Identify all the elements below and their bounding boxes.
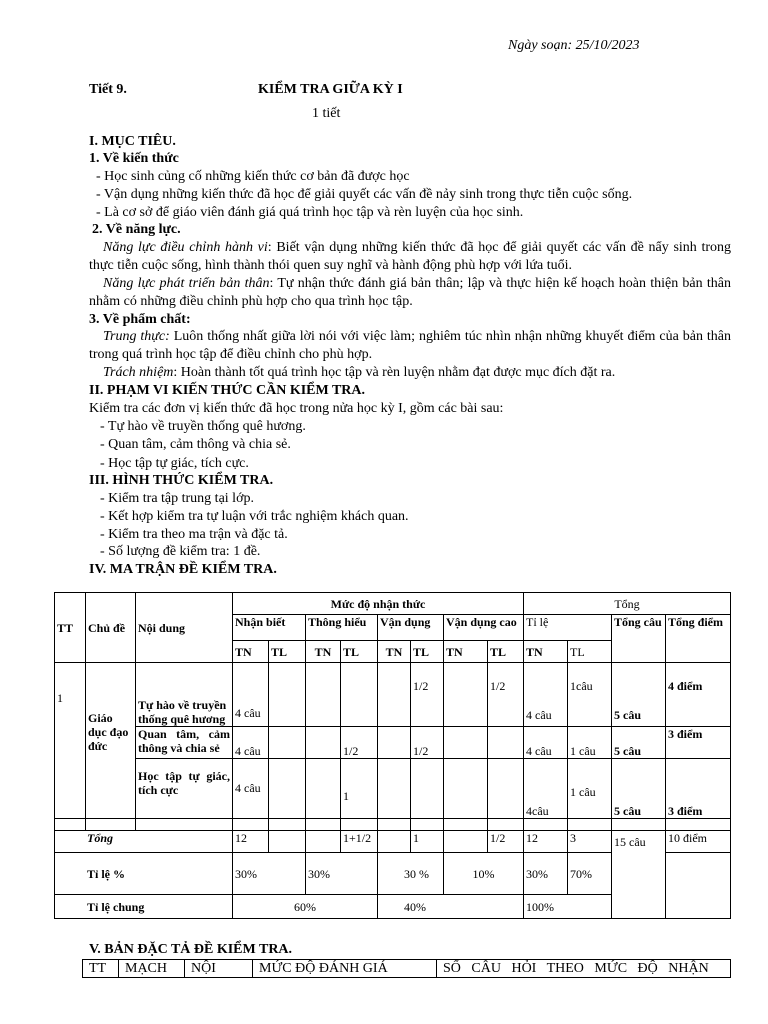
header-cognitive-level: Mức độ nhận thức <box>233 593 524 615</box>
cell-vd-tl: 1/2 <box>411 727 444 759</box>
ability-paragraph-2 <box>89 275 731 311</box>
spec-header-questions: SỐ CÂU HỎI THEO MỨC ĐỘ NHẬN <box>437 960 731 978</box>
cell-th-tl: 1 <box>341 759 378 819</box>
table-row <box>55 759 731 819</box>
cell-ratio-tn: 4câu <box>524 759 568 819</box>
matrix-table <box>54 592 731 919</box>
quality-text: Luôn thống nhất giữa lời nói với việc làm; nghiêm túc nhìn nhận những khuyết điểm của bản thân trong quá trình học tập để điều chỉnh cho phù hợp. <box>89 329 731 362</box>
form-item: - Kiểm tra theo ma trận và đặc tả. <box>100 527 288 542</box>
date-label: Ngày soạn: 25/10/2023 <box>508 38 640 53</box>
header-apply: Vận dụng <box>378 615 444 641</box>
cell-nb-tn: 4 câu <box>233 663 269 727</box>
header-ratio: Tỉ lệ <box>524 615 612 641</box>
cell-total-questions: 5 câu <box>612 663 666 727</box>
header-tn: TN <box>378 641 411 663</box>
knowledge-heading: 1. Về kiến thức <box>89 151 179 166</box>
table-row <box>55 819 731 831</box>
common-label: Tỉ lệ chung <box>55 895 233 919</box>
scope-intro: Kiểm tra các đơn vị kiến thức đã học trong nửa học kỳ I, gồm các bài sau: <box>89 401 504 416</box>
cell-ratio-tl: 1câu <box>568 663 612 727</box>
table-row <box>83 960 731 978</box>
table-row-total <box>55 831 731 853</box>
scope-item: - Quan tâm, cảm thông và chia sẻ. <box>100 437 291 452</box>
total-questions: 15 câu <box>612 831 666 919</box>
cell-vd-tl <box>411 759 444 819</box>
table-row <box>55 663 731 727</box>
form-item: - Kiểm tra tập trung tại lớp. <box>100 491 254 506</box>
cell-empty <box>269 759 306 819</box>
percent-understand: 30% <box>306 853 378 895</box>
spec-table <box>82 959 731 978</box>
cell-total-points: 3 điểm <box>666 759 731 819</box>
total-ratio-tl: 3 <box>568 831 612 853</box>
section-5-heading: V. BẢN ĐẶC TẢ ĐỀ KIỂM TRA. <box>89 942 293 957</box>
cell-nb-tn: 4 câu <box>233 727 269 759</box>
row-tt: 1 <box>55 663 86 819</box>
form-item: - Kết hợp kiểm tra tự luận với trắc nghiệm khách quan. <box>100 509 409 524</box>
cell-th-tl: 1/2 <box>341 727 378 759</box>
scope-item: - Học tập tự giác, tích cực. <box>100 456 249 471</box>
common-c: 100% <box>524 895 612 919</box>
header-tn: TN <box>444 641 488 663</box>
section-2-heading: II. PHẠM VI KIẾN THỨC CẦN KIỂM TRA. <box>89 383 366 398</box>
cell-vdc-tl <box>488 727 524 759</box>
header-recognize: Nhận biết <box>233 615 306 641</box>
duration: 1 tiết <box>312 106 341 121</box>
spec-header-tt: TT <box>83 960 119 978</box>
cell-th-tl <box>341 663 378 727</box>
ability-heading: 2. Về năng lực. <box>92 222 181 237</box>
total-vd-tl: 1 <box>411 831 444 853</box>
total-ratio-tn: 12 <box>524 831 568 853</box>
cell-empty <box>269 663 306 727</box>
quality-paragraph-2 <box>89 364 731 382</box>
scope-item: - Tự hào về truyền thống quê hương. <box>100 419 306 434</box>
header-tl: TL <box>568 641 612 663</box>
cell-empty <box>378 759 411 819</box>
percent-label: Tỉ lệ % <box>55 853 233 895</box>
cell-empty <box>378 727 411 759</box>
section-4-heading: IV. MA TRẬN ĐỀ KIỂM TRA. <box>89 562 277 577</box>
row-topic: Giáo dục đạo đức <box>86 663 136 819</box>
cell-ratio-tl: 1 câu <box>568 759 612 819</box>
quality-paragraph-1 <box>89 328 731 364</box>
total-label: Tổng <box>55 831 233 853</box>
cell-empty <box>306 759 341 819</box>
cell-nb-tn: 4 câu <box>233 759 269 819</box>
row-content: Tự hào về truyền thống quê hương <box>136 663 233 727</box>
form-item: - Số lượng đề kiểm tra: 1 đề. <box>100 544 261 559</box>
total-nb-tn: 12 <box>233 831 269 853</box>
cell-empty <box>444 759 488 819</box>
header-tn: TN <box>524 641 568 663</box>
percent-apply-high: 10% <box>444 853 524 895</box>
header-tn: TN <box>306 641 341 663</box>
header-tt: TT <box>55 593 86 663</box>
quality-label: Trách nhiệm <box>103 365 174 380</box>
cell-empty <box>378 663 411 727</box>
quality-heading: 3. Về phẩm chất: <box>89 312 191 327</box>
header-tl: TL <box>488 641 524 663</box>
lesson-number: Tiết 9. <box>89 82 127 97</box>
spec-header-level: MỨC ĐỘ ĐÁNH GIÁ <box>253 960 437 978</box>
percent-apply: 30 % <box>378 853 444 895</box>
cell-vdc-tl <box>488 759 524 819</box>
ability-label: Năng lực điều chỉnh hành vi <box>103 240 268 255</box>
cell-total-questions: 5 câu <box>612 759 666 819</box>
cell-ratio-tl: 1 câu <box>568 727 612 759</box>
quality-text: : Hoàn thành tốt quá trình học tập và rèn luyện nhằm đạt được mục đích đặt ra. <box>173 365 616 380</box>
header-content: Nội dung <box>136 593 233 663</box>
percent-tn: 30% <box>524 853 568 895</box>
cell-total-points: 3 điểm <box>666 727 731 759</box>
row-content: Học tập tự giác, tích cực <box>136 759 233 819</box>
ability-label: Năng lực phát triển bản thân <box>103 276 270 291</box>
cell-vd-tl: 1/2 <box>411 663 444 727</box>
spec-header-strand: MẠCH <box>119 960 185 978</box>
header-apply-high: Vận dụng cao <box>444 615 524 641</box>
header-tl: TL <box>269 641 306 663</box>
spec-header-content: NỘI <box>185 960 253 978</box>
section-1-heading: I. MỤC TIÊU. <box>89 134 176 149</box>
cell-empty <box>306 663 341 727</box>
percent-tl: 70% <box>568 853 612 895</box>
common-a: 60% <box>233 895 378 919</box>
total-vdc-tl: 1/2 <box>488 831 524 853</box>
section-3-heading: III. HÌNH THỨC KIỂM TRA. <box>89 473 274 488</box>
percent-recognize: 30% <box>233 853 306 895</box>
table-row <box>55 727 731 759</box>
cell-empty <box>269 727 306 759</box>
quality-label: Trung thực: <box>103 329 170 344</box>
cell-ratio-tn: 4 câu <box>524 663 568 727</box>
header-total-questions: Tổng câu <box>612 615 666 663</box>
cell-total-points: 4 điểm <box>666 663 731 727</box>
row-content: Quan tâm, cảm thông và chia sẻ <box>136 727 233 759</box>
cell-ratio-tn: 4 câu <box>524 727 568 759</box>
header-tn: TN <box>233 641 269 663</box>
header-tl: TL <box>411 641 444 663</box>
knowledge-item: - Là cơ sở để giáo viên đánh giá quá trình học tập và rèn luyện của học sinh. <box>96 205 524 220</box>
header-understand: Thông hiểu <box>306 615 378 641</box>
ability-text: : Tự nhận thức đánh giá bản thân; lập và thực hiện kế hoạch hoàn thiện bản thân nhằm có những điều chỉnh phù hợp cho qua trình học tập. <box>89 276 731 309</box>
ability-text: : Biết vận dụng những kiến thức đã học để giải quyết các vấn đề nẩy sinh trong thực tiễn cuộc sống, hình thành thói quen suy nghĩ và hành động phù hợp với lứa tuổi. <box>89 240 732 273</box>
cell-empty <box>306 727 341 759</box>
ability-paragraph-1 <box>89 239 731 275</box>
header-topic: Chủ đề <box>86 593 136 663</box>
page-title: KIỂM TRA GIỮA KỲ I <box>258 82 403 97</box>
common-b: 40% <box>378 895 524 919</box>
header-tl: TL <box>341 641 378 663</box>
header-total: Tổng <box>524 593 731 615</box>
total-points: 10 điểm <box>666 831 731 853</box>
cell-empty <box>444 663 488 727</box>
knowledge-item: - Học sinh củng cố những kiến thức cơ bản đã được học <box>96 169 410 184</box>
cell-empty <box>444 727 488 759</box>
header-total-points: Tổng điểm <box>666 615 731 663</box>
cell-vdc-tl: 1/2 <box>488 663 524 727</box>
total-th-tl: 1+1/2 <box>341 831 378 853</box>
cell-total-questions: 5 câu <box>612 727 666 759</box>
knowledge-item: - Vận dụng những kiến thức đã học để giải quyết các vấn đề nảy sinh trong thực tiễn cuộc sống. <box>96 187 633 202</box>
